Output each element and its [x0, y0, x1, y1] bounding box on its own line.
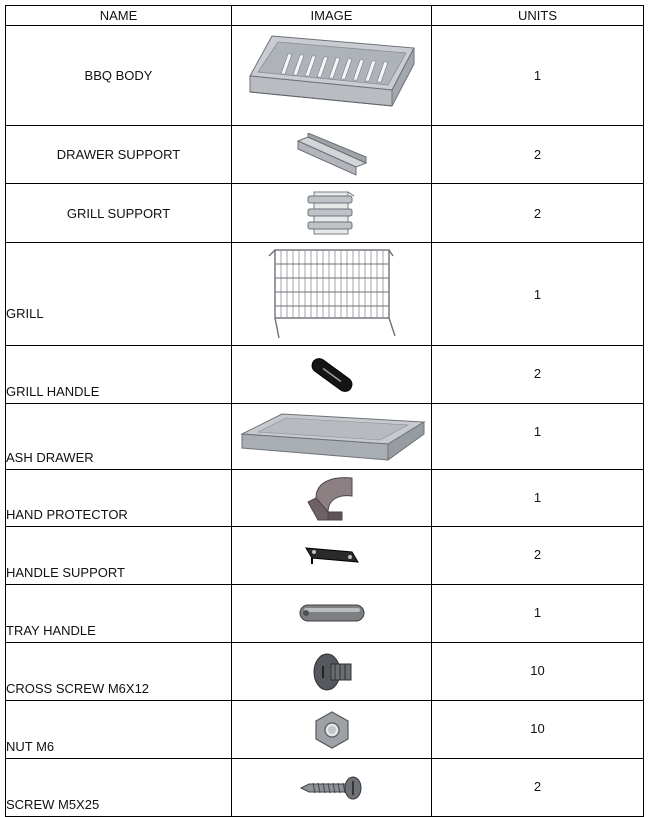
part-name: NUT M6: [6, 701, 232, 759]
units-header: UNITS: [432, 6, 644, 26]
drawer-support-icon: [292, 133, 372, 177]
part-name: DRAWER SUPPORT: [6, 126, 232, 184]
part-name: TRAY HANDLE: [6, 585, 232, 643]
part-image: [232, 184, 432, 243]
bbq-body-icon: [242, 30, 422, 122]
part-image: [232, 585, 432, 643]
part-image: [232, 527, 432, 585]
part-image: [232, 470, 432, 527]
part-units: 10: [432, 643, 644, 701]
part-image: [232, 346, 432, 404]
part-units: 2: [432, 346, 644, 404]
hand-protector-icon: [302, 472, 362, 524]
part-units: 2: [432, 126, 644, 184]
part-name: CROSS SCREW M6X12: [6, 643, 232, 701]
table-row: [6, 26, 644, 126]
part-name: ASH DRAWER: [6, 404, 232, 470]
part-image: [232, 126, 432, 184]
part-name: BBQ BODY: [6, 26, 232, 126]
part-units: 1: [432, 470, 644, 527]
screw-icon: [297, 775, 367, 801]
table-row: [6, 527, 644, 585]
nut-icon: [312, 710, 352, 750]
part-name: GRILL SUPPORT: [6, 184, 232, 243]
part-image: [232, 26, 432, 126]
grill-support-icon: [304, 188, 360, 238]
part-units: 1: [432, 585, 644, 643]
part-units: 2: [432, 759, 644, 817]
part-image: [232, 404, 432, 470]
part-units: 1: [432, 404, 644, 470]
table-row: [6, 404, 644, 470]
part-units: 1: [432, 243, 644, 346]
grill-icon: [265, 246, 399, 342]
grill-handle-icon: [307, 355, 357, 395]
part-units: 1: [432, 26, 644, 126]
tray-handle-icon: [296, 599, 368, 629]
name-header: NAME: [6, 6, 232, 26]
part-image: [232, 759, 432, 817]
ash-drawer-icon: [238, 408, 426, 466]
parts-table: [5, 5, 644, 817]
part-units: 2: [432, 527, 644, 585]
cross-screw-icon: [307, 650, 357, 694]
part-units: 2: [432, 184, 644, 243]
part-name: SCREW M5X25: [6, 759, 232, 817]
image-header: IMAGE: [232, 6, 432, 26]
table-row: [6, 701, 644, 759]
part-name: HANDLE SUPPORT: [6, 527, 232, 585]
part-name: HAND PROTECTOR: [6, 470, 232, 527]
table-row: [6, 346, 644, 404]
part-name: GRILL HANDLE: [6, 346, 232, 404]
table-row: [6, 243, 644, 346]
table-row: [6, 585, 644, 643]
table-row: [6, 470, 644, 527]
part-image: [232, 643, 432, 701]
part-image: [232, 701, 432, 759]
table-row: [6, 643, 644, 701]
part-image: [232, 243, 432, 346]
header-row: [6, 6, 644, 26]
handle-support-icon: [302, 542, 362, 570]
part-name: GRILL: [6, 243, 232, 346]
part-units: 10: [432, 701, 644, 759]
table-row: [6, 126, 644, 184]
table-row: [6, 759, 644, 817]
table-row: [6, 184, 644, 243]
